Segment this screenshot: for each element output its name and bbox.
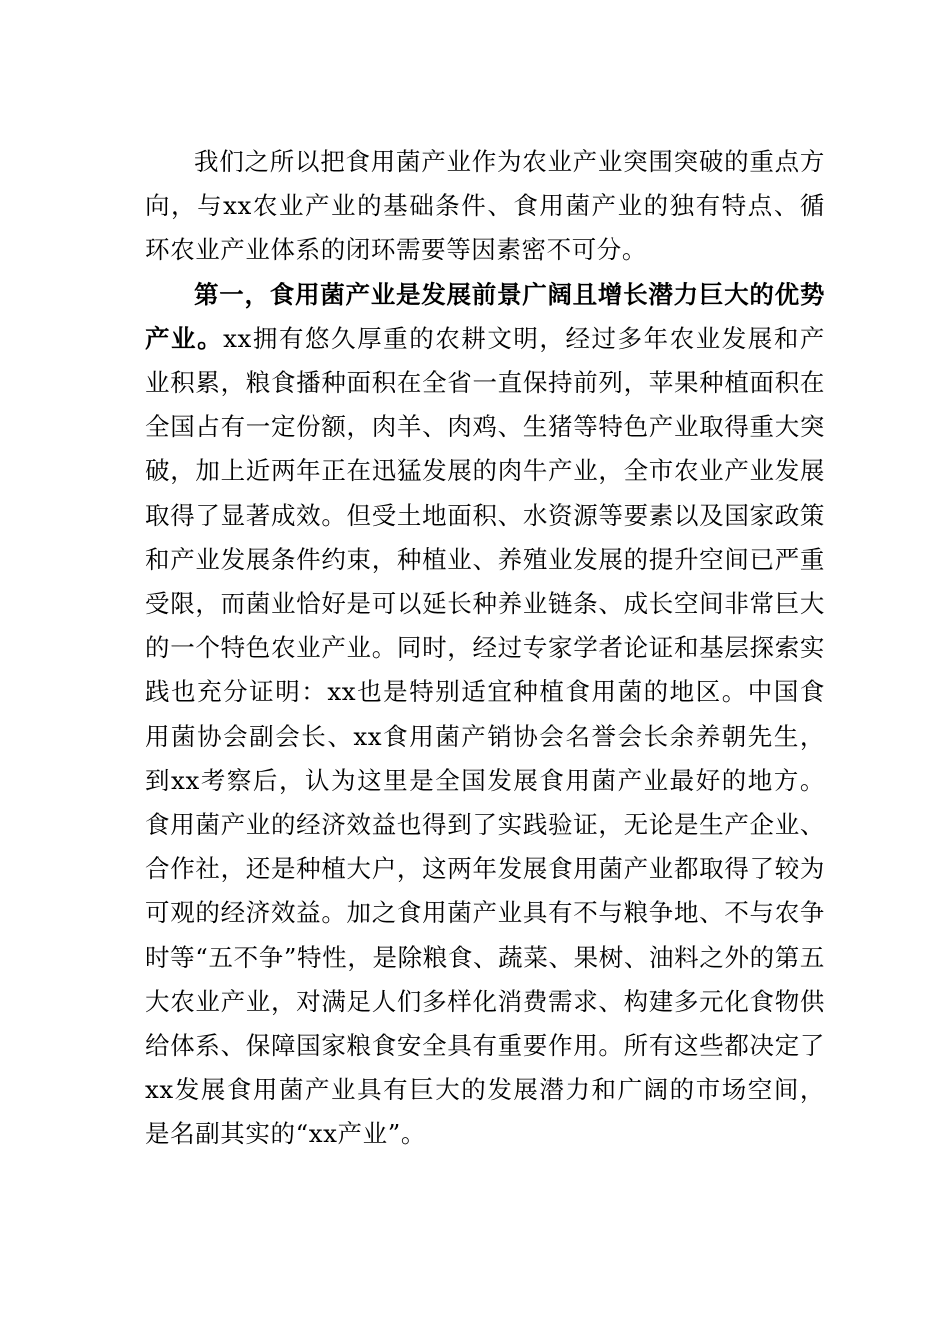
paragraph-first-point-text: xx拥有悠久厚重的农耕文明，经过多年农业发展和产业积累，粮食播种面积在全省一直保持前列，苹果种植面积在全国占有一定份额，肉羊、肉鸡、生猪等特色产业取得重大突破，加上近两年正在迅猛发展的肉牛产业，全市农业产业发展取得了显著成效。但受土地面积、水资源等要素以及国家政策和产业发展条件约束，种植业、养殖业发展的提升空间已严重受限，而菌业恰好是可以延长种养业链条、成长空间非常巨大的一个特色农业产业。同时，经过专家学者论证和基层探索实践也充分证明：xx也是特别适宜种植食用菌的地区。中国食用菌协会副会长、xx食用菌产销协会名誉会长余养朝先生，到xx考察后，认为这里是全国发展食用菌产业最好的地方。食用菌产业的经济效益也得到了实践验证，无论是生产企业、合作社，还是种植大户，这两年发展食用菌产业都取得了较为可观的经济效益。加之食用菌产业具有不与粮争地、不与农争时等“五不争”特性，是除粮食、蔬菜、果树、油料之外的第五大农业产业，对满足人们多样化消费需求、构建多元化食物供给体系、保障国家粮食安全具有重要作用。所有这些都决定了xx发展食用菌产业具有巨大的发展潜力和广阔的市场空间，是名副其实的“xx产业”。 bbox=[145, 323, 825, 1149]
document-body bbox=[145, 140, 825, 1157]
paragraph-first-point bbox=[145, 273, 825, 1157]
paragraph-intro-text: 我们之所以把食用菌产业作为农业产业突围突破的重点方向，与xx农业产业的基础条件、食用菌产业的独有特点、循环农业产业体系的闭环需要等因素密不可分。 bbox=[145, 147, 825, 265]
paragraph-first-point-lead: 第一，食用菌产业是发展前景广阔且增长潜力巨大的优势产业。 bbox=[145, 279, 825, 353]
paragraph-intro bbox=[145, 140, 825, 273]
